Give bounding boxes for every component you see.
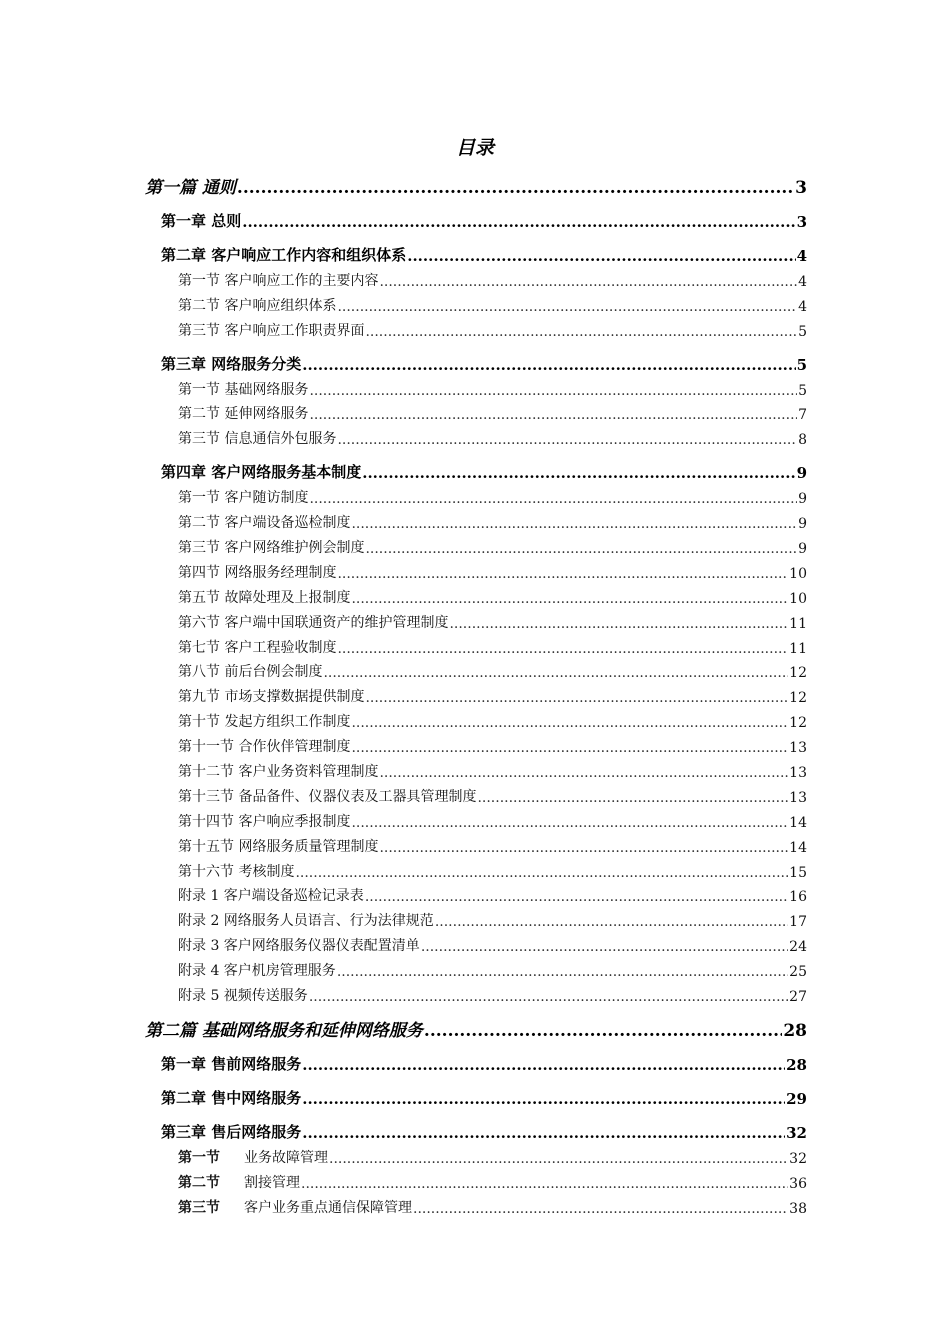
toc-entry-section[interactable] [145, 1167, 807, 1192]
entry-label: 第六节 客户端中国联通资产的维护管理制度 [178, 614, 449, 631]
toc-entry-chapter[interactable] [145, 1084, 807, 1108]
toc-entry-section[interactable] [145, 374, 807, 399]
entry-page: 13 [789, 765, 807, 782]
entry-label: 第二章 客户响应工作内容和组织体系 [161, 246, 407, 264]
toc-entry-section[interactable] [145, 557, 807, 582]
entry-page: 13 [789, 789, 807, 806]
entry-label: 第三章 售后网络服务 [161, 1123, 302, 1142]
toc-entry-section[interactable] [145, 756, 807, 781]
entry-label: 第一节 客户随访制度 [178, 490, 309, 507]
entry-label: 第十节 发起方组织工作制度 [178, 714, 351, 731]
toc-entry-appendix[interactable] [145, 905, 807, 930]
entry-label: 第十一节 合作伙伴管理制度 [178, 739, 351, 756]
table-of-contents [145, 168, 807, 1217]
entry-page: 28 [786, 1056, 807, 1075]
leader-dots [379, 840, 788, 856]
entry-page: 11 [789, 640, 807, 657]
leader-dots [435, 914, 788, 930]
toc-entry-section[interactable] [145, 781, 807, 806]
entry-label: 第三节 信息通信外包服务 [178, 431, 337, 448]
entry-page: 5 [798, 323, 807, 340]
toc-entry-appendix[interactable] [145, 881, 807, 906]
toc-entry-section[interactable] [145, 507, 807, 532]
leader-dots [301, 1176, 788, 1192]
toc-entry-chapter[interactable] [145, 458, 807, 482]
entry-page: 25 [789, 964, 807, 981]
toc-entry-section[interactable] [145, 1192, 807, 1217]
entry-label: 第一节 基础网络服务 [178, 381, 309, 398]
toc-entry-section[interactable] [145, 731, 807, 756]
entry-page: 9 [798, 491, 807, 508]
entry-page: 5 [798, 382, 807, 399]
entry-label: 第三节 客户响应工作职责界面 [178, 322, 365, 339]
leader-dots [337, 964, 788, 980]
entry-label: 附录 4 客户机房管理服务 [178, 963, 336, 980]
leader-dots [413, 1201, 788, 1217]
entry-page: 11 [789, 615, 807, 632]
leader-dots [295, 865, 788, 881]
entry-label: 附录 2 网络服务人员语言、行为法律规范 [178, 913, 434, 930]
toc-entry-section[interactable] [145, 856, 807, 881]
leader-dots [309, 491, 797, 507]
toc-entry-section[interactable] [145, 423, 807, 448]
entry-page: 3 [795, 178, 807, 198]
leader-dots [477, 790, 788, 806]
toc-entry-appendix[interactable] [145, 980, 807, 1005]
entry-label: 第一篇 通则 [145, 178, 236, 198]
toc-entry-section[interactable] [145, 315, 807, 340]
leader-dots [302, 1124, 785, 1142]
entry-page: 32 [789, 1150, 807, 1167]
toc-entry-section[interactable] [145, 482, 807, 507]
toc-entry-section[interactable] [145, 399, 807, 424]
leader-dots [302, 1090, 785, 1108]
leader-dots [302, 1056, 785, 1074]
toc-entry-section[interactable] [145, 831, 807, 856]
toc-entry-chapter[interactable] [145, 207, 807, 231]
leader-dots [365, 690, 788, 706]
toc-entry-section[interactable] [145, 582, 807, 607]
leader-dots [323, 665, 788, 681]
entry-label: 第十五节 网络服务质量管理制度 [178, 838, 379, 855]
leader-dots [351, 815, 788, 831]
entry-page: 16 [789, 889, 807, 906]
entry-page: 29 [786, 1090, 807, 1109]
entry-label: 第五节 故障处理及上报制度 [178, 589, 351, 606]
section-title: 割接管理 [244, 1174, 300, 1191]
toc-entry-appendix[interactable] [145, 930, 807, 955]
entry-label: 第二篇 基础网络服务和延伸网络服务 [145, 1021, 423, 1042]
toc-entry-chapter[interactable] [145, 1050, 807, 1074]
section-number: 第三节 [178, 1199, 220, 1216]
leader-dots [337, 432, 797, 448]
toc-entry-section[interactable] [145, 632, 807, 657]
entry-page: 24 [789, 939, 807, 956]
entry-label: 第一章 总则 [161, 212, 242, 230]
leader-dots [242, 213, 795, 231]
toc-entry-section[interactable] [145, 265, 807, 290]
entry-page: 3 [796, 213, 807, 231]
entry-label: 第八节 前后台例会制度 [178, 664, 323, 681]
entry-page: 8 [798, 432, 807, 449]
section-number: 第二节 [178, 1174, 220, 1191]
toc-entry-chapter[interactable] [145, 350, 807, 374]
entry-label: 第四节 网络服务经理制度 [178, 564, 337, 581]
entry-label: 第十三节 备品备件、仪器仪表及工器具管理制度 [178, 788, 477, 805]
leader-dots [351, 740, 788, 756]
entry-page: 36 [789, 1175, 807, 1192]
entry-page: 14 [789, 839, 807, 856]
entry-label: 第一节 客户响应工作的主要内容 [178, 272, 379, 289]
entry-page: 15 [789, 864, 807, 881]
entry-label: 附录 1 客户端设备巡检记录表 [178, 888, 364, 905]
leader-dots [379, 765, 788, 781]
entry-label [178, 1147, 328, 1167]
leader-dots [237, 178, 794, 198]
entry-page: 27 [789, 989, 807, 1006]
toc-entry-chapter[interactable] [145, 241, 807, 265]
entry-label: 第九节 市场支撑数据提供制度 [178, 689, 365, 706]
entry-page: 9 [796, 464, 807, 483]
toc-title: 目录 [455, 137, 494, 159]
entry-page: 17 [789, 914, 807, 931]
leader-dots [424, 1021, 782, 1041]
section-title: 客户业务重点通信保障管理 [244, 1199, 412, 1216]
entry-label: 第三章 网络服务分类 [161, 354, 302, 373]
entry-label: 第七节 客户工程验收制度 [178, 639, 337, 656]
toc-entry-part-1[interactable] [145, 172, 807, 198]
entry-page: 12 [789, 715, 807, 732]
entry-label [178, 1197, 412, 1217]
toc-entry-section[interactable] [145, 290, 807, 315]
entry-page: 38 [789, 1200, 807, 1217]
entry-label: 第二节 延伸网络服务 [178, 406, 309, 423]
leader-dots [407, 247, 795, 265]
toc-entry-section[interactable] [145, 607, 807, 632]
entry-page: 14 [789, 814, 807, 831]
entry-label [178, 1172, 300, 1192]
entry-label: 第四章 客户网络服务基本制度 [161, 463, 362, 482]
leader-dots [379, 274, 797, 290]
entry-page: 13 [789, 740, 807, 757]
leader-dots [365, 541, 797, 557]
toc-entry-section[interactable] [145, 1142, 807, 1167]
entry-page: 32 [786, 1124, 807, 1143]
leader-dots [351, 516, 797, 532]
leader-dots [337, 566, 788, 582]
entry-page: 10 [789, 590, 807, 607]
entry-page: 5 [796, 355, 807, 374]
leader-dots [351, 715, 788, 731]
entry-label: 第十二节 客户业务资料管理制度 [178, 764, 379, 781]
leader-dots [449, 616, 788, 632]
leader-dots [337, 299, 797, 315]
entry-page: 4 [796, 247, 807, 265]
section-title: 业务故障管理 [244, 1149, 328, 1166]
toc-entry-section[interactable] [145, 681, 807, 706]
entry-page: 9 [798, 516, 807, 533]
entry-label: 第二节 客户响应组织体系 [178, 297, 337, 314]
entry-page: 10 [789, 565, 807, 582]
entry-page: 12 [789, 665, 807, 682]
leader-dots [362, 464, 795, 482]
entry-page: 12 [789, 690, 807, 707]
toc-entry-section[interactable] [145, 532, 807, 557]
toc-entry-section[interactable] [145, 806, 807, 831]
entry-label: 第二章 售中网络服务 [161, 1089, 302, 1108]
leader-dots [329, 1151, 788, 1167]
entry-label: 第二节 客户端设备巡检制度 [178, 515, 351, 532]
entry-page: 4 [798, 298, 807, 315]
toc-entry-part-2[interactable] [145, 1015, 807, 1041]
leader-dots [309, 989, 788, 1005]
leader-dots [309, 383, 797, 399]
entry-label: 第三节 客户网络维护例会制度 [178, 540, 365, 557]
toc-entry-section[interactable] [145, 706, 807, 731]
entry-page: 4 [798, 273, 807, 290]
entry-label: 附录 3 客户网络服务仪器仪表配置清单 [178, 938, 420, 955]
entry-label: 第十六节 考核制度 [178, 863, 295, 880]
entry-label: 第十四节 客户响应季报制度 [178, 813, 351, 830]
entry-page: 9 [798, 541, 807, 558]
leader-dots [365, 324, 797, 340]
leader-dots [351, 591, 788, 607]
section-number: 第一节 [178, 1149, 220, 1166]
leader-dots [421, 939, 788, 955]
entry-label: 第一章 售前网络服务 [161, 1055, 302, 1074]
entry-label: 附录 5 视频传送服务 [178, 988, 308, 1005]
leader-dots [337, 641, 788, 657]
leader-dots [365, 889, 788, 905]
toc-entry-appendix[interactable] [145, 955, 807, 980]
entry-page: 7 [798, 407, 807, 424]
toc-entry-section[interactable] [145, 657, 807, 682]
leader-dots [309, 407, 797, 423]
toc-entry-chapter[interactable] [145, 1118, 807, 1142]
leader-dots [302, 356, 795, 374]
entry-page: 28 [783, 1021, 807, 1042]
